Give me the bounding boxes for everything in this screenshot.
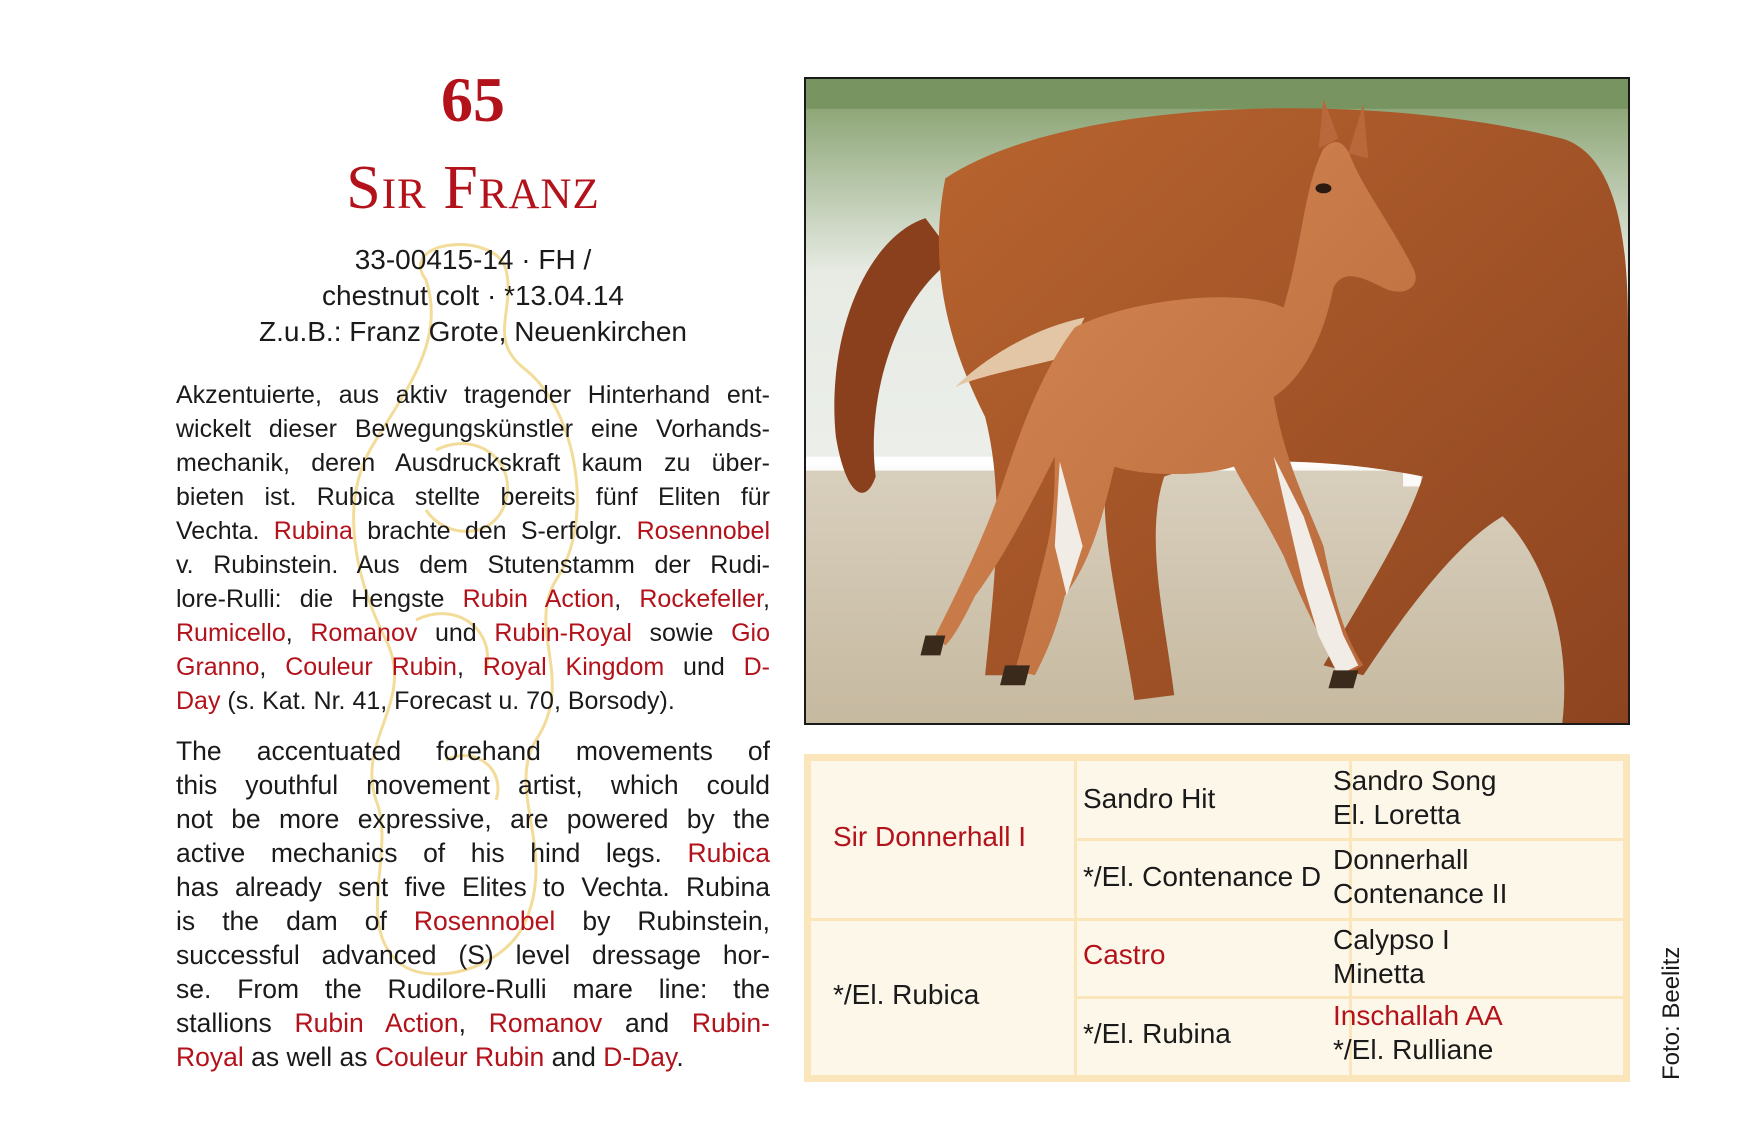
text-run: sowie <box>631 619 732 647</box>
description-de-line <box>176 446 770 480</box>
text-run: , <box>456 653 483 681</box>
description-en-line <box>176 802 770 836</box>
text-run: and <box>602 1008 692 1038</box>
horse-info <box>176 242 770 350</box>
text-run: active mechanics of his hind legs. <box>176 838 688 868</box>
highlighted-name: Rubina <box>273 517 353 545</box>
highlighted-name: D- <box>743 653 770 681</box>
pedigree-sdd: Contenance II <box>1333 878 1508 909</box>
description-en-line <box>176 904 770 938</box>
highlighted-name: Rubin Action <box>462 585 615 613</box>
pedigree-sire: Sir Donnerhall I <box>833 821 1026 852</box>
description-de-line <box>176 378 770 412</box>
text-run: as well as <box>243 1042 375 1072</box>
pedigree-sds: Donnerhall <box>1333 844 1469 875</box>
pedigree-dss: Calypso I <box>1333 924 1450 955</box>
highlighted-name: Day <box>176 687 221 715</box>
highlighted-name: Romanov <box>310 619 418 647</box>
description-en-line <box>176 768 770 802</box>
text-run: und <box>664 653 744 681</box>
text-run: successful advanced (S) level dressage hor- <box>176 940 770 970</box>
description-de-line <box>176 616 770 650</box>
highlighted-name: Rockefeller <box>639 585 764 613</box>
pedigree-dds: Inschallah AA <box>1333 1000 1503 1031</box>
description-en-line <box>176 734 770 768</box>
text-run: v. Rubinstein. Aus dem Stutenstamm der Rudi- <box>176 551 770 579</box>
highlighted-name: Rubin Action <box>294 1008 459 1038</box>
text-run: The accentuated forehand movements of <box>176 736 770 766</box>
text-run: wickelt dieser Bewegungskünstler eine Vorhands- <box>176 415 770 443</box>
highlighted-name: Rosennobel <box>636 517 770 545</box>
text-run: brachte den S-erfolgr. <box>352 517 637 545</box>
highlighted-name: D-Day <box>603 1042 677 1072</box>
text-run: , <box>285 619 311 647</box>
highlighted-name: Royal <box>176 1042 244 1072</box>
highlighted-name: Rubica <box>687 838 770 868</box>
description-en-line <box>176 1040 770 1074</box>
highlighted-name: Granno <box>176 653 260 681</box>
text-run: , <box>458 1008 489 1038</box>
highlighted-name: Royal Kingdom <box>482 653 665 681</box>
pedigree-dsd: Minetta <box>1333 958 1425 989</box>
text-run: is the dam of <box>176 906 414 936</box>
lot-number: 65 <box>441 64 505 135</box>
text-run: lore-Rulli: die Hengste <box>176 585 463 613</box>
highlighted-name: Gio <box>731 619 770 647</box>
highlighted-name: Rosennobel <box>413 906 556 936</box>
mare-and-foal-image <box>806 79 1628 723</box>
highlighted-name: Romanov <box>488 1008 603 1038</box>
description-de-line <box>176 650 770 684</box>
text-run: stallions <box>176 1008 295 1038</box>
description-english <box>176 734 770 1074</box>
pedigree-dam-sire: Castro <box>1083 939 1166 970</box>
horse-photo <box>804 77 1630 725</box>
text-run: , <box>763 585 770 613</box>
description-en-line <box>176 972 770 1006</box>
text-run: and <box>544 1042 604 1072</box>
description-en-line <box>176 870 770 904</box>
description-de-line <box>176 582 770 616</box>
text-run: Akzentuierte, aus aktiv tragender Hinterhand ent- <box>176 381 770 409</box>
highlighted-name: Rubin- <box>691 1008 770 1038</box>
pedigree-sire-sire: Sandro Hit <box>1083 783 1216 814</box>
description-de-line <box>176 480 770 514</box>
photo-credit: Foto: Beelitz <box>1658 946 1685 1080</box>
text-run: . <box>676 1042 684 1072</box>
text-run: not be more expressive, are powered by the <box>176 804 770 834</box>
pedigree-ssd: El. Loretta <box>1333 799 1461 830</box>
description-en-line <box>176 1006 770 1040</box>
text-run: und <box>417 619 495 647</box>
text-run: (s. Kat. Nr. 41, Forecast u. 70, Borsody). <box>220 687 675 715</box>
text-run: mechanik, deren Ausdruckskraft kaum zu über- <box>176 449 770 477</box>
text-run: se. From the Rudilore-Rulli mare line: the <box>176 974 770 1004</box>
highlighted-name: Rubin-Royal <box>494 619 632 647</box>
highlighted-name: Rumicello <box>176 619 286 647</box>
left-column <box>176 60 770 1074</box>
description-de-line <box>176 684 770 718</box>
text-run: , <box>259 653 286 681</box>
pedigree-table <box>804 754 1630 1082</box>
pedigree-ddd: */El. Rulliane <box>1333 1034 1494 1065</box>
registration-line: 33-00415-14 · FH / <box>354 244 592 275</box>
color-birthdate-line: chestnut colt · *13.04.14 <box>322 280 624 311</box>
highlighted-name: Couleur Rubin <box>374 1042 545 1072</box>
description-de-line <box>176 548 770 582</box>
pedigree-sire-dam: */El. Contenance D <box>1083 861 1322 892</box>
text-run: Vechta. <box>176 517 274 545</box>
text-run: by Rubinstein, <box>555 906 770 936</box>
breeder-line: Z.u.B.: Franz Grote, Neuenkirchen <box>259 316 687 347</box>
description-de-line <box>176 514 770 548</box>
highlighted-name: Couleur Rubin <box>285 653 457 681</box>
description-en-line <box>176 836 770 870</box>
text-run: this youthful movement artist, which could <box>176 770 770 800</box>
pedigree-sss: Sandro Song <box>1333 765 1497 796</box>
pedigree-grid <box>811 761 1623 1075</box>
description-en-line <box>176 938 770 972</box>
text-run: , <box>614 585 640 613</box>
description-german <box>176 378 770 718</box>
description-de-line <box>176 412 770 446</box>
text-run: has already sent five Elites to Vechta. Rubina <box>176 872 770 902</box>
pedigree-dam-dam: */El. Rubina <box>1083 1018 1231 1049</box>
horse-name: Sir Franz <box>346 154 600 222</box>
pedigree-dam: */El. Rubica <box>833 979 980 1010</box>
text-run: bieten ist. Rubica stellte bereits fünf Eliten für <box>176 483 770 511</box>
